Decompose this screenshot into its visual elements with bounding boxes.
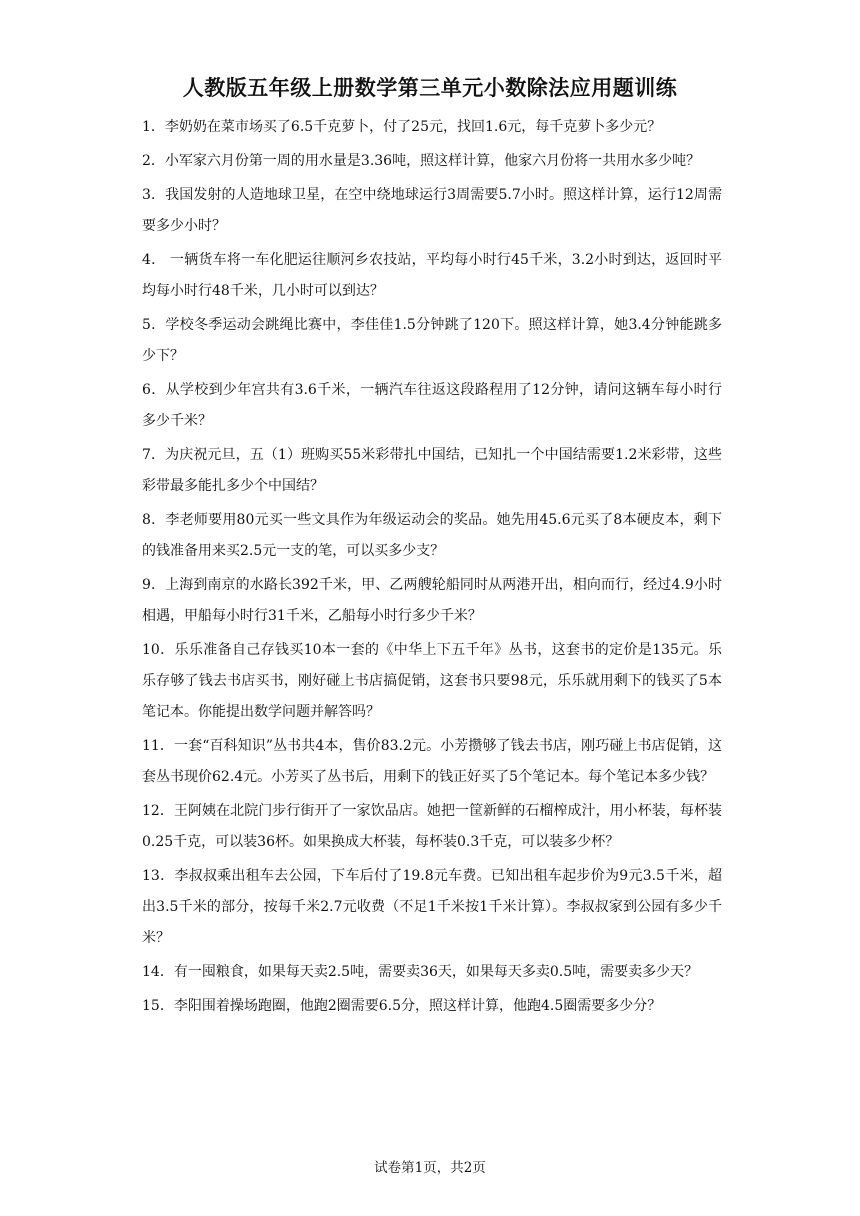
question-4: 4． 一辆货车将一车化肥运往顺河乡农技站，平均每小时行45千米，3.2小时到达，返回时平均每小时行48千米，几小时可以到达？: [142, 252, 722, 299]
question-3: 3．我国发射的人造地球卫星，在空中绕地球运行3周需要5.7小时。照这样计算，运行12周需要多少小时？: [142, 187, 722, 234]
question-10: 10．乐乐准备自己存钱买10本一套的《中华上下五千年》丛书，这套书的定价是135元。乐乐存够了钱去书店买书，刚好碰上书店搞促销，这套书只要98元，乐乐就用剩下的钱买了5本笔记本。你能提出数学问题并解答吗？: [142, 642, 722, 720]
question-9: 9．上海到南京的水路长392千米，甲、乙两艘轮船同时从两港开出，相向而行，经过4.9小时相遇，甲船每小时行31千米，乙船每小时行多少千米？: [142, 577, 722, 624]
question-12: 12．王阿姨在北院门步行街开了一家饮品店。她把一筐新鲜的石榴榨成汁，用小杯装，每杯装0.25千克，可以装36杯。如果换成大杯装，每杯装0.3千克，可以装多少杯？: [142, 803, 722, 850]
question-list: [142, 112, 722, 1025]
question-7: 7．为庆祝元旦，五（1）班购买55米彩带扎中国结，已知扎一个中国结需要1.2米彩带，这些彩带最多能扎多少个中国结？: [142, 447, 722, 494]
page-footer: 试卷第1页，共2页: [374, 1160, 486, 1176]
question-6: 6．从学校到少年宫共有3.6千米，一辆汽车往返这段路程用了12分钟，请问这辆车每小时行多少千米？: [142, 382, 722, 429]
question-14: 14．有一囤粮食，如果每天卖2.5吨，需要卖36天，如果每天多卖0.5吨，需要卖多少天？: [142, 964, 699, 980]
question-15: 15．李阳围着操场跑圈，他跑2圈需要6.5分，照这样计算，他跑4.5圈需要多少分？: [142, 998, 662, 1014]
question-13: 13．李叔叔乘出租车去公园，下车后付了19.8元车费。已知出租车起步价为9元3.5千米，超出3.5千米的部分，按每千米2.7元收费（不足1千米按1千米计算）。李叔叔家到公园有多少千米？: [142, 868, 722, 946]
question-11: 11．一套“百科知识”丛书共4本，售价83.2元。小芳攒够了钱去书店，刚巧碰上书店促销，这套丛书现价62.4元。小芳买了丛书后，用剩下的钱正好买了5个笔记本。每个笔记本多少钱？: [142, 738, 722, 785]
page-title: 人教版五年级上册数学第三单元小数除法应用题训练: [182, 76, 678, 100]
question-2: 2．小军家六月份第一周的用水量是3.36吨，照这样计算，他家六月份将一共用水多少吨？: [142, 153, 701, 169]
question-1: 1．李奶奶在菜市场买了6.5千克萝卜，付了25元，找回1.6元，每千克萝卜多少元？: [142, 119, 662, 135]
question-8: 8．李老师要用80元买一些文具作为年级运动会的奖品。她先用45.6元买了8本硬皮本，剩下的钱准备用来买2.5元一支的笔，可以买多少支？: [142, 512, 722, 559]
question-5: 5．学校冬季运动会跳绳比赛中，李佳佳1.5分钟跳了120下。照这样计算，她3.4分钟能跳多少下？: [142, 317, 722, 364]
